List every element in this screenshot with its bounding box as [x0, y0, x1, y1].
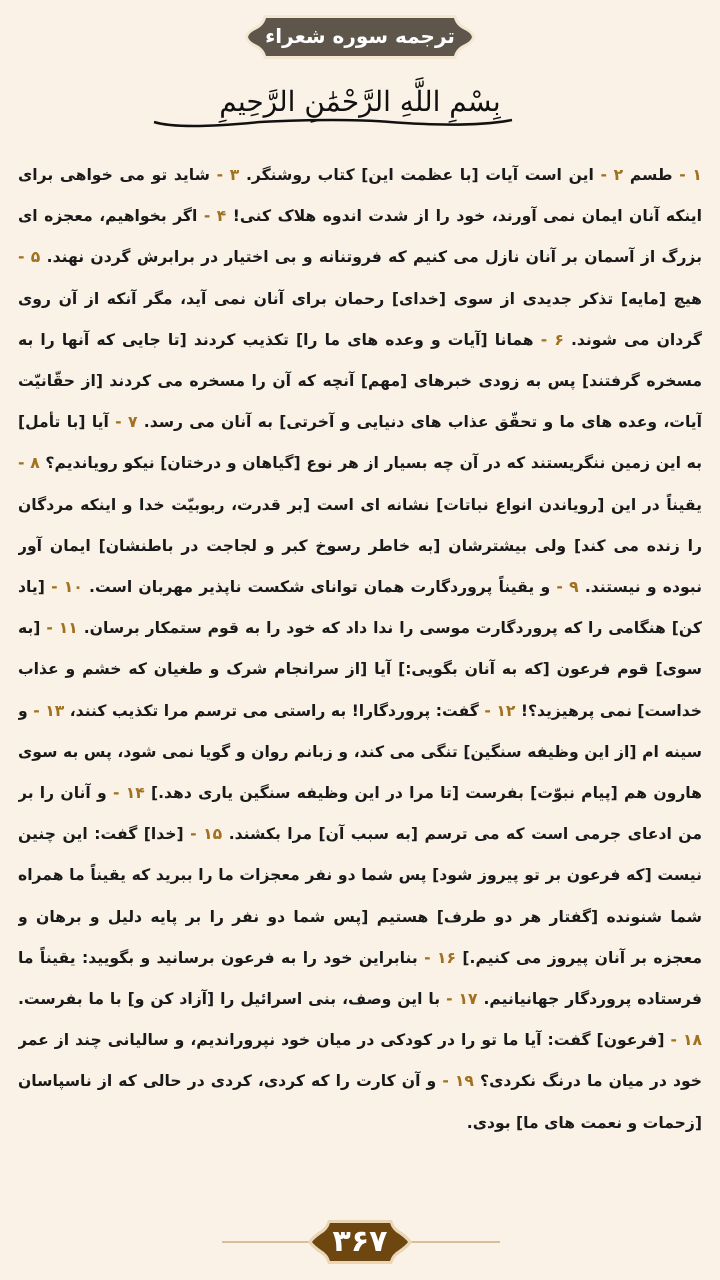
surah-title-banner [244, 14, 476, 60]
verse-number: ۱۸ - [664, 1031, 702, 1050]
verse-number: ۸ - [18, 454, 40, 473]
page-footer [0, 1218, 720, 1268]
verse-text: گفت: پروردگارا! به راستی می ترسم مرا تکذیب کنند، [64, 701, 479, 720]
verse-text: همانا [آیات و وعده های ما را] تکذیب کردند [تا جایی که آنها را به مسخره گرفتند] پس به زودی خبرهای [مهم] آنچه که آن را مسخره می کردند [از حقّانیّت آیات، وعده های ما و تحقّق عذاب های دنیایی و آخرتی] به آنان می رسد. [18, 330, 702, 432]
footer-divider-right [410, 1241, 500, 1243]
verse-number: ۱۹ - [436, 1072, 474, 1091]
verse [18, 825, 702, 967]
verse-number: ۱۰ - [44, 578, 83, 597]
footer-divider-left [222, 1241, 312, 1243]
verse-text: اگر بخواهیم، معجزه ای بزرگ از آسمان بر آنان نازل می کنیم که فروتنانه و بی اختیار در برابرش گردن نهند. [18, 207, 702, 267]
verse-number: ۱ - [672, 166, 702, 184]
bismillah-calligraphy [140, 78, 580, 136]
verse-text: هیچ [مایه] تذکر جدیدی از سوی [خدای] رحمان برای آنان نمی آید، مگر آنکه از آن روی گردان می شوند. [18, 289, 702, 349]
bismillah-text: بِسْمِ اللَّهِ الرَّحْمَٰنِ الرَّحِيمِ [219, 85, 501, 118]
verse-number: ۲ - [593, 166, 624, 184]
verse [623, 166, 702, 184]
verse-number: ۱۷ - [440, 990, 478, 1009]
verse-number: ۱۶ - [417, 948, 457, 967]
verse-text: و آنان را بر من ادعای جرمی است که می ترسم [به سبب آن] مرا بکشند. [18, 784, 702, 844]
verse-text: بنابراین خود را به فرعون برسانید و بگویید: یقیناً ما فرستاده پروردگار جهانیانیم. [18, 948, 702, 1009]
verse-text: با این وصف، بنی اسرائیل را [آزاد کن و] با ما بفرست. [18, 990, 441, 1009]
verse [83, 578, 579, 596]
verse-number: ۵ - [18, 248, 41, 267]
page-number-badge [306, 1218, 414, 1266]
verse-text: این است آیات [با عظمت این] کتاب روشنگر. [239, 166, 594, 184]
verse-number: ۱۳ - [27, 701, 65, 720]
surah-title: ترجمه سوره شعراء [265, 24, 455, 48]
translation-text [18, 155, 702, 1200]
verse-text: یقیناً در این [رویاندن انواع نباتات] نشانه ای است [بر قدرت، ربوبیّت خدا و اینکه مردگان را زنده می کند] ولی بیشترشان [به خاطر رسوخ کبر و لجاجت در باطنشان] ایمان آور نبوده و نیستند. [18, 495, 702, 597]
verse-number: ۱۵ - [183, 825, 223, 844]
verse-text: [به سوی] قوم فرعون [که به آنان بگویی:] آیا [از سرانجام شرک و طغیان که خشم و عذاب خداست] نمی پرهیزید؟! [18, 619, 702, 720]
verse-number: ۱۲ - [478, 701, 516, 720]
verse-number: ۷ - [108, 413, 138, 432]
verse-text: طسم [623, 166, 673, 184]
verse-text: آیا [با تأمل] به این زمین ننگریستند که در آن چه بسیار از هر نوع [گیاهان و درختان] نیکو رویاندیم؟ [18, 413, 702, 473]
verse-text: [فرعون] گفت: آیا ما تو را در کودکی در میان خود نپروراندیم، و سالیانی چند از عمر خود در میان ما درنگ نکردی؟ [18, 1031, 702, 1091]
verse-text: و سینه ام [از این وظیفه سنگین] تنگی می کند، و زبانم روان و گویا نمی شود، پس به سوی هارون هم [پیام نبوّت] بفرست [تا مرا در این وظیفه سنگین یاری دهد.] [18, 701, 702, 803]
verse [18, 990, 478, 1008]
verse-text: [یاد کن] هنگامی را که پروردگارت موسی را ندا داد که خود را به قوم ستمکار برسان. [18, 578, 702, 638]
verse-number: ۳ - [209, 166, 240, 184]
verse [64, 702, 515, 720]
verse-text: و آن کارت را که کردی، کردی در حالی که از ناسپاسان [زحمات و نعمت های ما] بودی. [18, 1072, 702, 1132]
verse-number: ۹ - [550, 578, 579, 597]
verse-text: و یقیناً پروردگارت همان توانای شکست ناپذیر مهربان است. [82, 578, 551, 597]
page-number: ۳۶۷ [332, 1224, 388, 1259]
verse-number: ۱۱ - [40, 619, 78, 638]
verse [239, 166, 623, 184]
verse-text: [خدا] گفت: این چنین نیست [که فرعون بر تو پیروز شود] پس شما دو نفر معجزات ما را ببرید که یقیناً ما همراه شما شنونده [گفتار هر دو طرف] هستیم [پس شما دو نفر را بر پایه دلیل و برهان و معجزه بر آنان پیروز می کنیم.] [18, 825, 702, 967]
verse-number: ۱۴ - [106, 784, 145, 803]
verse-text: شاید تو می خواهی برای اینکه آنان ایمان نمی آورند، خود را از شدت اندوه هلاک کنی! [18, 166, 702, 226]
verse-number: ۴ - [197, 207, 227, 226]
verse [18, 454, 702, 596]
verse-number: ۶ - [533, 330, 564, 349]
